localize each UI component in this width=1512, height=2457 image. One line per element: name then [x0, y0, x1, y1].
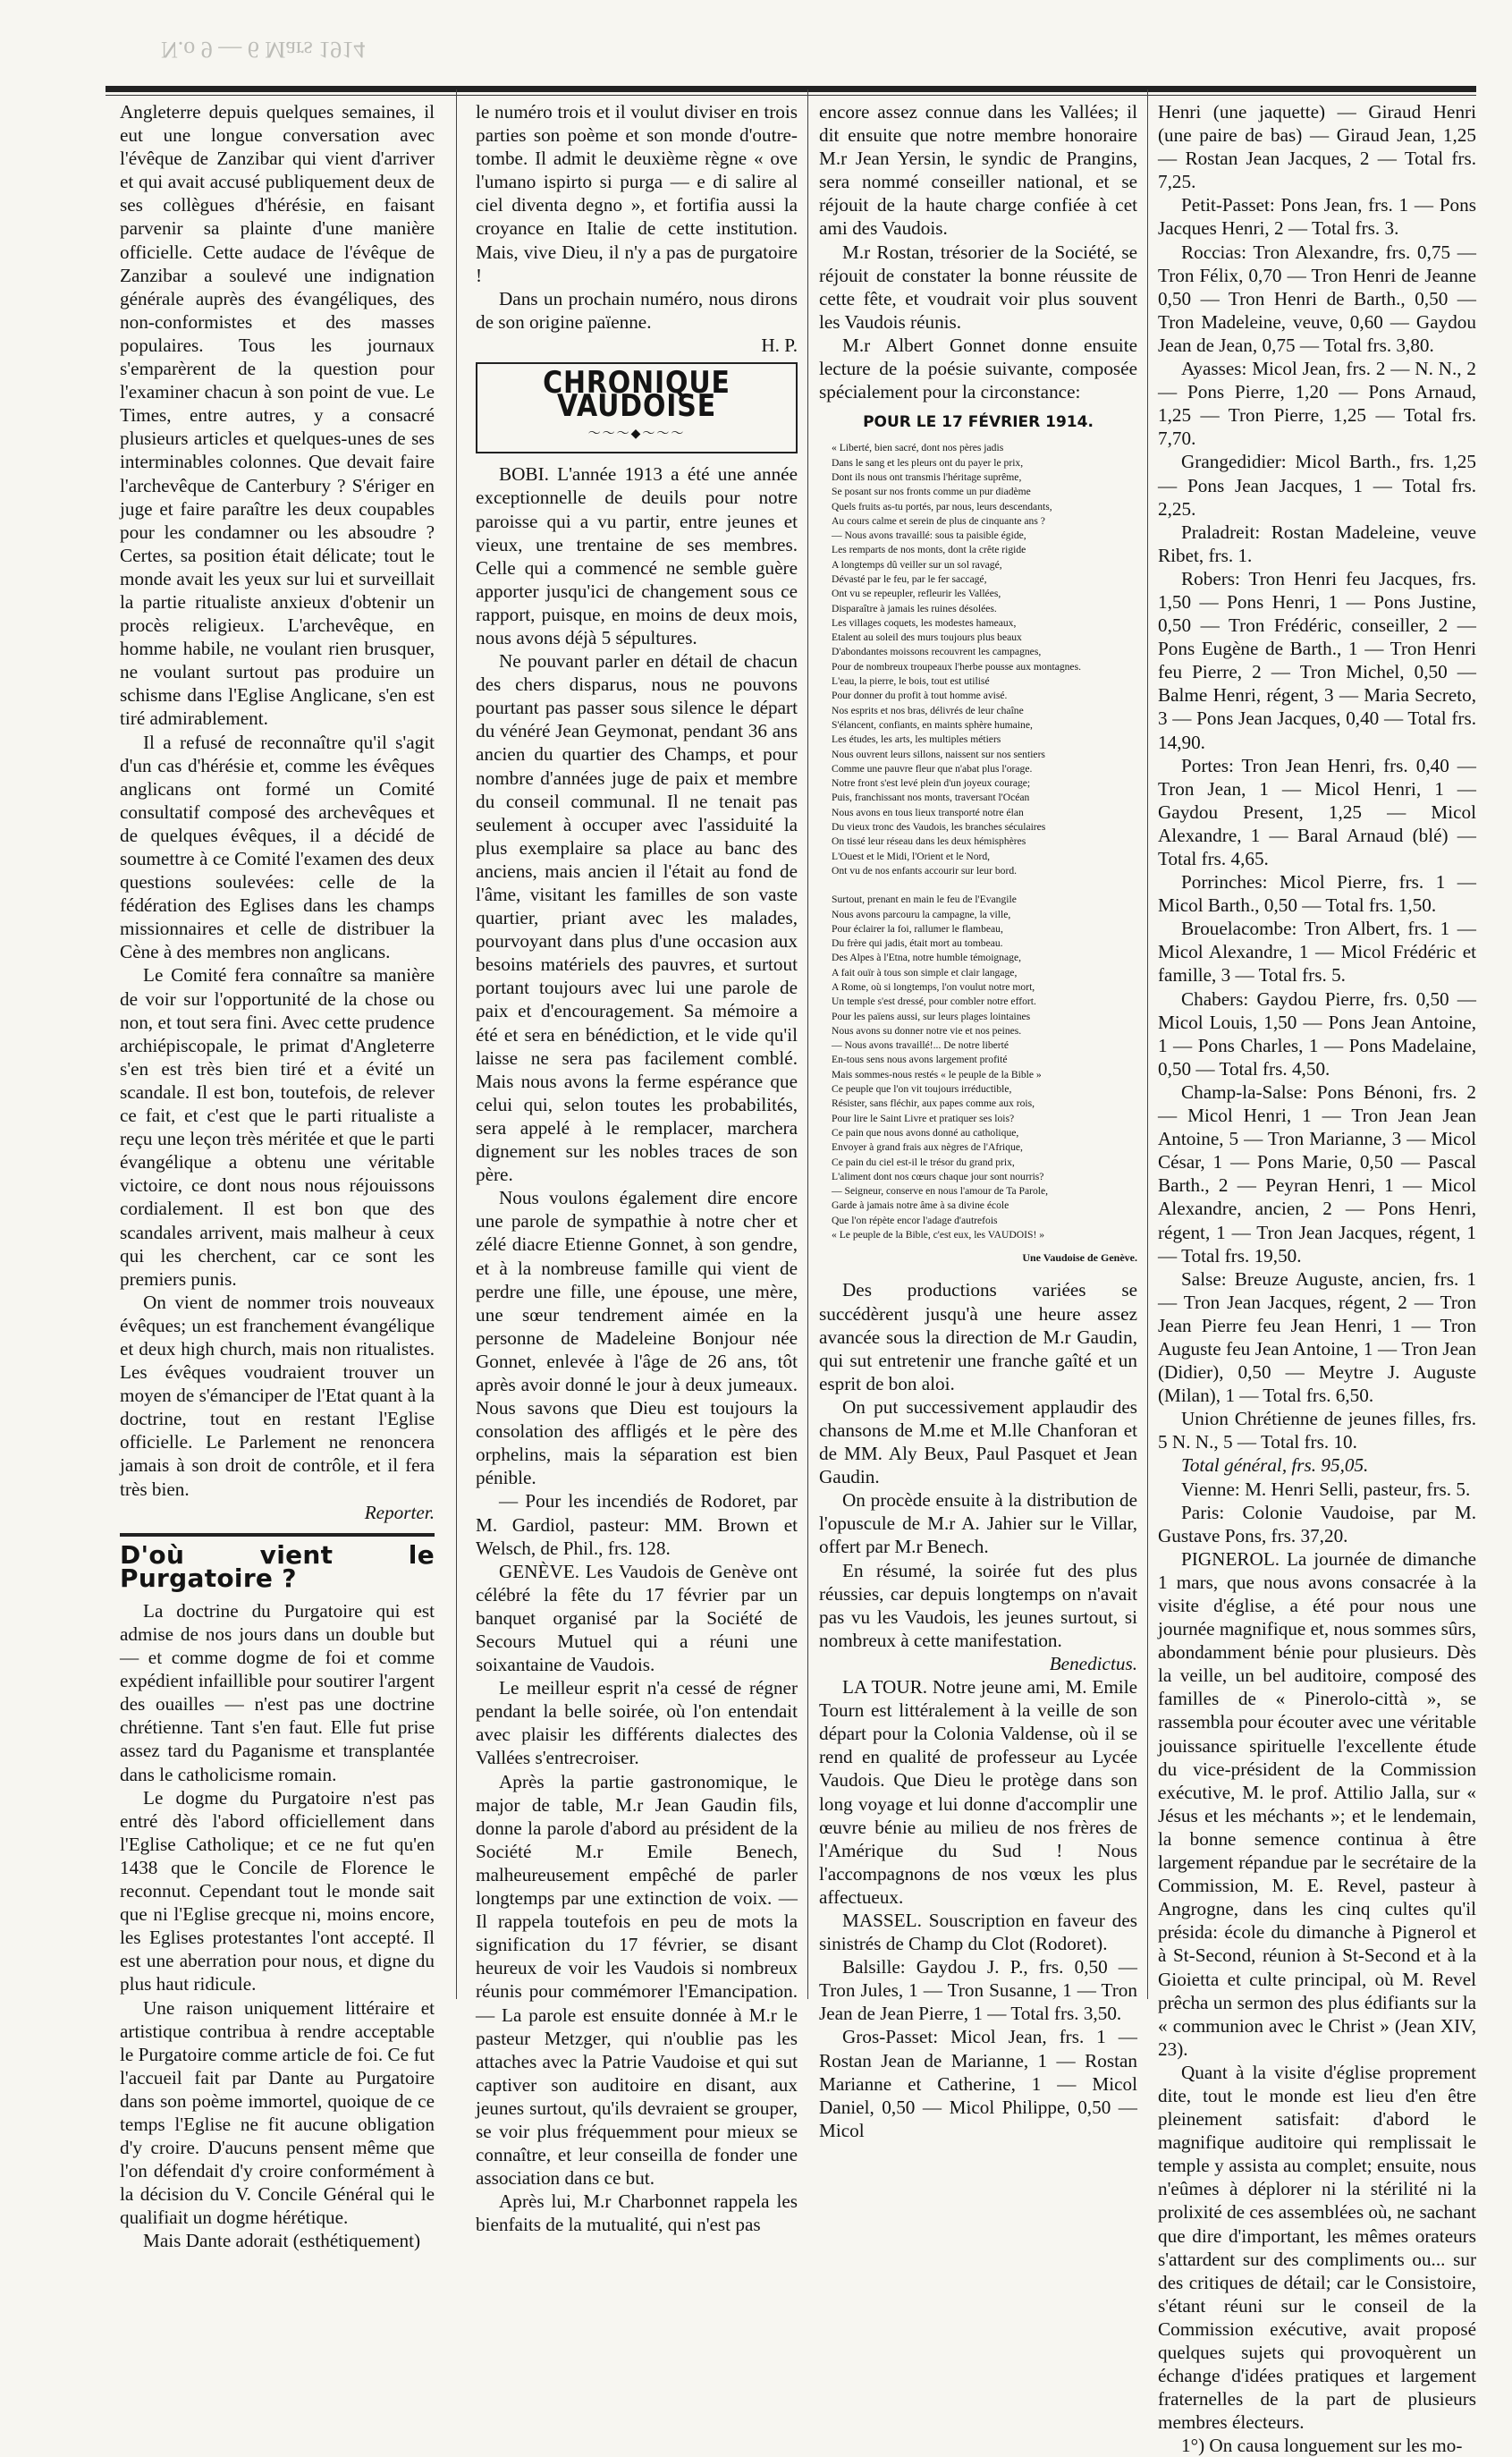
poem-line: Les études, les arts, les multiples métiers [832, 733, 1001, 746]
column-2 [476, 100, 798, 2236]
paragraph: BOBI. L'année 1913 a été une année exceptionnelle de deuils pour notre paroisse qui a vu partir, entre jeunes et vieux, une trentaine de ses membres. Celle qui a commencé ne semble guère apporter jusqu'ici de changement sous ce rapport, puisque, en moins de deux mois, nous avons déjà 5 sépultures. [476, 463, 798, 648]
paragraph: Porrinches: Micol Pierre, frs. 1 — Micol Barth., 0,50 — Total frs. 1,50. [1158, 871, 1476, 917]
paragraph: Ne pouvant parler en détail de chacun des chers disparus, nous ne pouvons pourtant pas passer sous silence le départ du vénéré Jean Geymonat, pendant 36 ans ancien du quartier des Champs, et pour nombre d'années juge de paix et membre du conseil communal. Il ne tenait pas seulement à occuper avec l'assiduité la plus exemplaire sa place au banc des anciens, mais ancien il l'était au fond de l'âme, visitant les familles de son vaste quartier, priant avec les malades, pourvoyant dans plus d'une occasion aux besoins matériels des pauvres, et surtout portant toujours avec lui une parole de paix et d'encouragement. Sa mémoire a été et sera en bénédiction, et le vide qu'il laisse ne sera pas facilement comblé. Mais nous avons la ferme espérance que celui qui, selon toutes les probabilités, sera appelé à le remplacer, marchera dignement sur les nobles traces de son père. [476, 650, 798, 1186]
poem-line: Nous ouvrent leurs sillons, naissent sur nos sentiers [832, 748, 1045, 760]
poem-line: Dans le sang et les pleurs ont du payer le prix, [832, 456, 1024, 469]
poem-line: Ce pain du ciel est-il le trésor du grand prix, [832, 1156, 1015, 1168]
poem-line: Que l'on répète encor l'adage d'autrefois [832, 1214, 998, 1226]
paragraph: Total général, frs. 95,05. [1181, 1454, 1369, 1477]
paragraph: Grangedidier: Micol Barth., frs. 1,25 — Pons Jean Jacques, 1 — Total frs. 2,25. [1158, 451, 1476, 520]
poem-line: Garde à jamais notre âme à sa divine école [832, 1199, 1009, 1212]
paragraph: Robers: Tron Henri feu Jacques, frs. 1,50 — Pons Henri, 1 — Pons Justine, 0,50 — Tron Frédéric, conseiller, 2 — Pons Eugène de Barth., 1 — Tron Henri feu Pierre, 2 — Tron Michel, 0,50 — Balme Henri, régent, 3 — Maria Secreto, 3 — Pons Jean Jacques, 0,40 — Total frs. 14,90. [1158, 567, 1476, 753]
poem-line: L'eau, la pierre, le bois, tout est utilisé [832, 675, 990, 688]
paragraph: Il a refusé de reconnaître qu'il s'agit d'un cas d'hérésie et, comme les évêques anglicans ont formé un Comité consultatif composé des archevêques et de quelques évêques, il a décidé de soumettre à ce Comité l'examen des deux questions soulevées: celle de la fédération des Eglises dans les champs missionnaires et celle de distribuer la Cène à des membres non anglicans. [120, 731, 435, 963]
paragraph: Paris: Colonie Vaudoise, par M. Gustave Pons, frs. 37,20. [1158, 1501, 1476, 1546]
poem-line: Ce peuple que l'on vit toujours irréductible, [832, 1083, 1012, 1096]
paragraph: En résumé, la soirée fut des plus réussies, car depuis longtemps on n'avait pas vu les Vaudois, les jeunes surtout, si nombreux à cette manifestation. [819, 1559, 1137, 1651]
paragraph: Petit-Passet: Pons Jean, frs. 1 — Pons Jacques Henri, 2 — Total frs. 3. [1158, 194, 1476, 240]
poem-line: Etalent au soleil des murs toujours plus beaux [832, 631, 1022, 644]
poem-line: Notre front s'est levé plein d'un joyeux courage; [832, 777, 1031, 790]
section-rule [120, 1533, 435, 1537]
poem-line: Résister, sans fléchir, aux papes comme aux rois, [832, 1097, 1035, 1110]
poem-stanza [819, 441, 1137, 878]
poem-line: Quels fruits as-tu portés, par nous, leurs descendants, [832, 500, 1052, 513]
poem-line: Du frère qui jadis, était mort au tombeau. [832, 937, 1003, 950]
poem-line: A Rome, où si longtemps, l'on voulut notre mort, [832, 981, 1035, 993]
poem-line: Les villages coquets, les modestes hameaux, [832, 616, 1017, 629]
poem-line: L'Ouest et le Midi, l'Orient et le Nord, [832, 850, 991, 862]
paragraph: Champ-la-Salse: Pons Bénoni, frs. 2 — Micol Henri, 1 — Tron Jean Jean Antoine, 5 — Tron Marianne, 3 — Micol César, 1 — Pons Marie, 0,50 — Pascal Barth., 2 — Peyran Henri, 1 — Micol Alexandre, ancien, 2 — Pons Henri, régent, 1 — Tron Jean Jacques, régent, 1 — Total frs. 19,50. [1158, 1080, 1476, 1267]
poem-line: Nous avons en tous lieux transporté notre élan [832, 806, 1024, 818]
paragraph: M.r Rostan, trésorier de la Société, se réjouit de constater la bonne réussite de cette fête, et voudrait voir plus souvent les Vaudois réunis. [819, 241, 1137, 333]
paragraph: Brouelacombe: Tron Albert, frs. 1 — Micol Alexandre, 1 — Micol Frédéric et famille, 3 — Total frs. 5. [1158, 918, 1476, 987]
poem-line: Mais sommes-nous restés « le peuple de la Bible » [832, 1068, 1042, 1080]
column-1 [120, 100, 435, 2253]
paragraph: Quant à la visite d'église proprement dite, tout le monde est lieu d'en être pleinement satisfait: d'abord le magnifique auditoire qui remplissait le temple y assista au complet; ensuite, nous n'eûmes à déplorer ni la stérilité ni la prolixité de ces assemblées où, ne sachant que dire d'important, les mêmes orateurs s'attardent sur des compliments ou... sur des critiques de détail; car le Consistoire, s'étant réuni sur le conseil de la Commission exécutive, avait proposé quelques sujets qui provoquèrent un échange d'idées pratiques et largement fraternelles de la part de plusieurs membres électeurs. [1158, 2061, 1476, 2434]
paragraph: Henri (une jaquette) — Giraud Henri (une paire de bas) — Giraud Jean, 1,25 — Rostan Jean Jacques, 2 — Total frs. 7,25. [1158, 101, 1476, 193]
poem-line: L'aliment dont nos cœurs chaque jour sont nourris? [832, 1170, 1044, 1182]
paragraph: Ayasses: Micol Jean, frs. 2 — N. N., 2 — Pons Pierre, 1,20 — Pons Arnaud, 1,25 — Tron Pierre, 1,25 — Total frs. 7,70. [1158, 358, 1476, 450]
poem-line: Un temple s'est dressé, pour combler notre effort. [832, 996, 1036, 1008]
poem-line: Au cours calme et serein de plus de cinquante ans ? [832, 514, 1045, 527]
paragraph: Dans un prochain numéro, nous dirons de son origine païenne. [476, 287, 798, 333]
poem-line: Nous avons parcouru la campagne, la ville, [832, 908, 1011, 920]
section-title: CHRONIQUE VAUDOISE [543, 365, 731, 425]
paragraph: Après lui, M.r Charbonnet rappela les bienfaits de la mutualité, qui n'est pas [476, 2190, 798, 2236]
signature: H. P. [761, 334, 798, 356]
stanza-gap [819, 878, 1137, 893]
paragraph: le numéro trois et il voulut diviser en trois parties son poème et son monde d'outre-tombe. Il admit le deuxième règne « ove l'umano ispirto si purga — e di salire al ciel diventa degno », et fortifia aussi la croyance en Italie de cette institution. Mais, vive Dieu, il n'y a pas de purgatoire ! [476, 101, 798, 286]
poem-line: Nous avons su donner notre vie et nos peines. [832, 1024, 1022, 1037]
column-divider [456, 89, 457, 1999]
poem-line: — Nous avons travaillé!... De notre liberté [832, 1039, 1009, 1052]
column-3 [819, 100, 1137, 2142]
poem-line: Pour éclairer la foi, rallumer le flambeau, [832, 922, 1003, 935]
paragraph: LA TOUR. Notre jeune ami, M. Emile Tourn est littéralement à la veille de son départ pour la Colonia Valdense, où il se rend en qualité de professeur au Lycée Vaudois. Que Dieu le protège dans son long voyage et lui donne d'accomplir une œuvre bénie au milieu de nos frères de l'Amérique du Sud ! Nous l'accompagnons de nos vœux les plus affectueux. [819, 1676, 1137, 1908]
column-4 [1158, 100, 1476, 2457]
poem-line: Disparaître à jamais les ruines désolées. [832, 602, 997, 614]
paragraph: Vienne: M. Henri Selli, pasteur, frs. 5. [1181, 1478, 1471, 1500]
paragraph: Nous voulons également dire encore une parole de sympathie à notre cher et zélé diacre Etienne Gonnet, à son gendre, et à la nombreuse famille qui vient de perdre une fille, une épouse, une mère, une sœur tendrement aimée en la personne de Madeleine Bonjour née Gonnet, enlevée à l'âge de 26 ans, tôt après avoir donné le jour à deux jumeaux. Nous savons que Dieu est toujours la consolation des affligés et le père des orphelins, mais la séparation est bien pénible. [476, 1187, 798, 1489]
paragraph: Salse: Breuze Auguste, ancien, frs. 1 — Tron Jean Jacques, régent, 2 — Tron Jean Pierre feu Jean Henri, 1 — Tron Auguste feu Jean Antoine, 1 — Tron Jean (Didier), 0,50 — Meytre J. Auguste (Milan), 1 — Total frs. 6,50. [1158, 1267, 1476, 1407]
poem-line: — Nous avons travaillé: sous ta paisible égide, [832, 530, 1026, 542]
paragraph: Une raison uniquement littéraire et artistique contribua à rendre acceptable le Purgatoire comme article de foi. Ce fut l'accueil fait par Dante au Purgatoire dans son poème immortel, quoique de ce temps l'Eglise ne fit aucune obligation d'y croire. D'aucuns pensent même que l'on défendait d'y croire conformément à la décision du V. Concile Général qui le qualifiait un dogme hérétique. [120, 1996, 435, 2229]
poem-line: « Liberté, bien sacré, dont nos pères jadis [832, 442, 1004, 454]
paragraph: 1°) On causa longuement sur les mo- [1181, 2435, 1463, 2457]
paragraph: Balsille: Gaydou J. P., frs. 0,50 — Tron Jules, 1 — Tron Susanne, 1 — Tron Jean de Jean Pierre, 1 — Total frs. 3,50. [819, 1956, 1137, 2025]
poem-line: Ont vu se repeupler, refleurir les Vallées, [832, 588, 1001, 600]
poem-line: Surtout, prenant en main le feu de l'Evangile [832, 894, 1017, 906]
poem-line: Nos esprits et nos bras, délivrés de leur chaîne [832, 704, 1024, 716]
poem-line: Pour de nombreux troupeaux l'herbe pousse aux montagnes. [832, 660, 1081, 673]
paragraph: GENÈVE. Les Vaudois de Genève ont célébré la fête du 17 février par un banquet organisé par la Société de Secours Mutuel qui a réuni une soixantaine de Vaudois. [476, 1560, 798, 1676]
top-rule [106, 86, 1476, 92]
poem-line: Des Alpes à l'Etna, notre humble témoignage, [832, 952, 1022, 964]
signature: Reporter. [364, 1501, 435, 1523]
paragraph: Le dogme du Purgatoire n'est pas entré dès l'abord officiellement dans l'Eglise Catholique; et ce ne fut qu'en 1438 que le Concile de Florence le reconnut. Cependant tout le monde sait que ni l'Eglise grecque ni, moins encore, les Eglises protestantes l'ont accepté. Il est une aberration pour nous, et digne du plus haut ridicule. [120, 1786, 435, 1995]
poem-line: Pour lire le Saint Livre et pratiquer ses lois? [832, 1112, 1015, 1124]
ornament-icon: ～～～◆～～～ [587, 428, 686, 442]
paragraph: Après la partie gastronomique, le major de table, M.r Jean Gaudin fils, donne la parole d'abord au président de la Société M.r Emile Benech, malheureusement empêché de parler longtemps par une extinction de voix. — Il rappela toutefois en peu de mots la signification du 17 février, se disant heureux de voir les Vaudois si nombreux réunis pour commémorer l'Emancipation. — La parole est ensuite donnée à M.r le pasteur Metzger, qui n'oublie pas les attaches avec la Patrie Vaudoise et qui sut captiver son auditoire en disant, aux jeunes surtout, qu'ils devraient se grouper, se voir plus fréquemment pour mieux se connaître, et leur conseilla de fonder une association dans ce but. [476, 1770, 798, 2190]
poem-line: On tissé leur réseau dans les deux hémisphères [832, 835, 1026, 848]
article-title: D'où vient le Purgatoire ? [120, 1539, 435, 1593]
poem-line: En-tous sens nous avons largement profité [832, 1054, 1008, 1066]
paragraph: Chabers: Gaydou Pierre, frs. 0,50 — Micol Louis, 1,50 — Pons Jean Antoine, 1 — Pons Charles, 1 — Pons Madelaine, 0,50 — Total frs. 4,50. [1158, 987, 1476, 1080]
poem-line: Dévasté par le feu, par le fer saccagé, [832, 572, 987, 585]
paragraph: MASSEL. Souscription en faveur des sinistrés de Champ du Clot (Rodoret). [819, 1909, 1137, 1955]
poem-line: Les remparts de nos monts, dont la crête rigide [832, 544, 1026, 556]
paragraph: Roccias: Tron Alexandre, frs. 0,75 — Tron Félix, 0,70 — Tron Henri de Jeanne 0,50 — Tron Henri de Barth., 0,50 — Tron Madeleine, veuve, 0,60 — Gaydou Jean de Jean, 0,75 — Total frs. 3,80. [1158, 241, 1476, 356]
bleed-through-header: N.o 9 — 6 Mars 1914 [161, 37, 366, 63]
poem-line: S'élancent, confiants, en maints sphère humaine, [832, 718, 1033, 731]
poem-line: Du vieux tronc des Vaudois, les branches séculaires [832, 821, 1046, 834]
poem-line: Ont vu de nos enfants accourir sur leur bord. [832, 864, 1018, 877]
paragraph: La doctrine du Purgatoire qui est admise de nos jours dans un double but — et comme dogme de foi et comme expédient infaillible pour soutirer l'argent des ouailles — n'est pas une doctrine chrétienne. Tant s'en faut. Elle fut prise assez tard du Paganisme et transplantée dans le catholicisme romain. [120, 1599, 435, 1785]
poem-line: Pour donner du profit à tout homme avisé. [832, 690, 1008, 702]
paragraph: Le Comité fera connaître sa manière de voir sur l'opportunité de la chose ou non, et tout sera fini. Avec cette prudence archiépiscopale, le primat d'Angleterre s'en est très bien tiré et a évité un scandale. Il est bon, toutefois, de relever ce fait, et c'est que le parti ritualiste a reçu une leçon très méritée et que le parti évangélique a obtenu une véritable victoire, ce dont nous nous réjouissons cordialement. Il est bon que des scandales arrivent, mais malheur à ceux qui les cherchent, car ce sont les premiers punis. [120, 964, 435, 1290]
poem-line: D'abondantes moissons recouvrent les campagnes, [832, 646, 1042, 658]
paragraph: On procède ensuite à la distribution de l'opuscule de M.r A. Jahier sur le Villar, offert par M.r Benech. [819, 1489, 1137, 1558]
poem-line: Dont ils nous ont transmis l'héritage suprême, [832, 470, 1022, 483]
poem-signature: Une Vaudoise de Genève. [1022, 1251, 1137, 1265]
paragraph: Angleterre depuis quelques semaines, il eut une longue conversation avec l'évêque de Zanzibar qui vient d'arriver et qui avait accusé publiquement deux de ses collègues d'hérésie, en faisant parvenir sa plainte d'une manière officielle. Cette audace de l'évêque de Zanzibar a soulevé une indignation générale auprès des évangéliques, des non-conformistes et des masses populaires. Tous les journaux s'emparèrent de la question pour l'examiner chacun à son point de vue. Le Times, entre autres, y a consacré plusieurs articles et quelques-unes de ses interminables colonnes. Que devait faire l'archevêque de Canterbury ? S'ériger en juge et faire paraître les deux coupables pour les condamner ou les absoudre ? Certes, sa position était délicate; tout le monde avait les yeux sur lui et surveillait la partie ritualiste anxieux d'obtenir un procès religieux. L'archevêque, en homme habile, ne voulant rien brusquer, ne voulant surtout pas produire un schisme dans l'Eglise Anglicane, s'en est tiré admirablement. [120, 101, 435, 730]
paragraph: Portes: Tron Jean Henri, frs. 0,40 — Tron Jean, 1 — Micol Henri, 1 — Gaydou Present, 1,25 — Micol Alexandre, 1 — Baral Arnaud (blé) — Total frs. 4,65. [1158, 754, 1476, 869]
poem-line: Se posant sur nos fronts comme un pur diadème [832, 486, 1031, 498]
poem-line: Comme une pauvre fleur que n'abat plus l'orage. [832, 762, 1033, 775]
paragraph: On vient de nommer trois nouveaux évêques; un est franchement évangélique et deux high church, mais non ritualistes. Les évêques voudraient trouver un moyen de s'émanciper de l'Etat quant à la doctrine, tout en restant l'Eglise officielle. Le Parlement ne renoncera jamais à son droit de contrôle, et il fera très bien. [120, 1291, 435, 1500]
paragraph: — Pour les incendiés de Rodoret, par M. Gardiol, pasteur: MM. Brown et Welsch, de Phil., frs. 128. [476, 1490, 798, 1559]
paragraph: PIGNEROL. La journée de dimanche 1 mars, que nous avons consacrée à la visite d'église, a été pour nous une journée magnifique et, nous sommes sûrs, abondamment bénie pour plusieurs. Dès la veille, un bel auditoire, composé des familles de « Pinerolo-città », se rassembla pour écouter avec une véritable jouissance spirituelle l'excellente étude du vice-président de la Commission exécutive, M. le prof. Attilio Jalla, sur « Jésus et les méchants »; et le lendemain, la bonne semence continua à être largement répandue par le secrétaire de la Commission, M. E. Revel, pasteur à Angrogne, dans les cinq cultes qu'il présida: école du dimanche à Pignerol et à St-Second, réunion à St-Second et à la Gioietta et culte principal, où M. Revel prêcha un sermon des plus édifiants sur la « communion avec le Christ » (Jean XIV, 23). [1158, 1547, 1477, 2060]
poem-line: Puis, franchissant nos monts, traversant l'Océan [832, 792, 1030, 804]
poem-line: A fait ouïr à tous son simple et clair langage, [832, 966, 1018, 979]
poem-line: A longtemps dû veiller sur un sol ravagé, [832, 558, 1002, 571]
paragraph: M.r Albert Gonnet donne ensuite lecture de la poésie suivante, composée spécialement pour la circonstance: [819, 334, 1137, 403]
paragraph: encore assez connue dans les Vallées; il dit ensuite que notre membre honoraire M.r Jean Yersin, le syndic de Prangins, sera nommé conseiller national, et se réjouit de la haute charge confiée à cet ami des Vaudois. [819, 101, 1137, 240]
poem-title: POUR LE 17 FÉVRIER 1914. [863, 413, 1094, 432]
poem-line: — Seigneur, conserve en nous l'amour de Ta Parole, [832, 1185, 1049, 1198]
top-rule-thin [106, 95, 1476, 96]
paragraph: On put successivement applaudir des chansons de M.me et M.lle Chanforan et de MM. Aly Beux, Paul Pasquet et Jean Gaudin. [819, 1395, 1137, 1488]
paragraph: Union Chrétienne de jeunes filles, frs. 5 N. N., 5 — Total frs. 10. [1158, 1408, 1476, 1453]
signature: Benedictus. [1049, 1652, 1137, 1674]
paragraph: Mais Dante adorait (esthétiquement) [143, 2230, 421, 2252]
column-divider [1147, 89, 1148, 1999]
paragraph: Praladreit: Rostan Madeleine, veuve Ribet, frs. 1. [1158, 521, 1476, 566]
poem-line: « Le peuple de la Bible, c'est eux, les VAUDOIS! » [832, 1229, 1044, 1241]
paragraph: Des productions variées se succédèrent jusqu'à une heure assez avancée sous la direction de M.r Gaudin, qui sut entretenir une franche gaîté et un esprit de bon aloi. [819, 1279, 1137, 1394]
poem-line: Pour les païens aussi, sur leurs plages lointaines [832, 1010, 1031, 1022]
paragraph: Gros-Passet: Micol Jean, frs. 1 — Rostan Jean de Marianne, 1 — Rostan Marianne et Catherine, 1 — Micol Daniel, 0,50 — Micol Philippe, 0,50 — Micol [819, 2026, 1137, 2141]
section-header-box [476, 362, 798, 453]
poem-stanza [819, 893, 1137, 1242]
poem-line: Ce pain que nous avons donné au catholique, [832, 1126, 1019, 1139]
column-divider [807, 89, 808, 1999]
poem-line: Envoyer à grand frais aux nègres de l'Afrique, [832, 1141, 1023, 1154]
paragraph: Le meilleur esprit n'a cessé de régner pendant la belle soirée, où l'on entendait avec plaisir les différents dialectes des Vallées s'entrecroiser. [476, 1677, 798, 1769]
